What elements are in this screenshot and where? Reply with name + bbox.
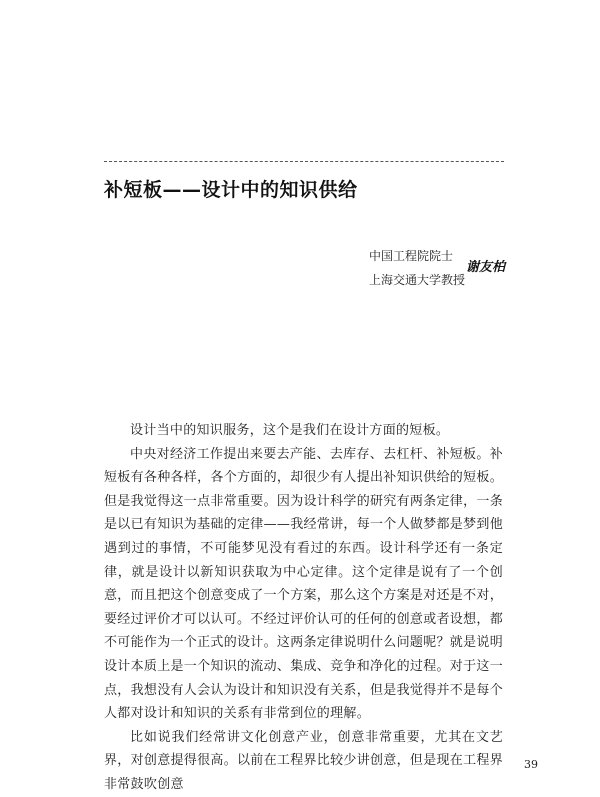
header-divider xyxy=(104,161,504,162)
paragraph: 设计当中的知识服务，这个是我们在设计方面的短板。 xyxy=(130,423,450,438)
author-affiliation-academy: 中国工程院院士 xyxy=(369,249,454,263)
paragraph: 比如说我们经常讲文化创意产业，创意非常重要，尤其在文艺界，对创意提得很高。以前在工程界比较少讲创意，但是现在工程界非常鼓吹创意 xyxy=(104,729,504,792)
page-number: 39 xyxy=(524,758,538,771)
article-body xyxy=(104,419,503,797)
author-name: 谢友柏 xyxy=(466,260,506,275)
paragraph: 中央对经济工作提出来要去产能、去库存、去杠杆、补短板。补短板有各种各样，各个方面的，却很少有人提出补知识供给的短板。但是我觉得这一点非常重要。因为设计科学的研究有两条定律，一条是以已有知识为基础的定律——我经常讲，每一个人做梦都是梦到他遇到过的事情，不可能梦见没有看过的东西。设计科学还有一条定律，就是设计以新知识获取为中心定律。这个定律是说有了一个创意，而且把这个创意变成了一个方案，那么这个方案是对还是不对，要经过评价才可以认可。不经过评价认可的任何的创意或者设想，都不可能作为一个正式的设计。这两条定律说明什么问题呢？就是说明设计本质上是一个知识的流动、集成、竞争和净化的过程。对于这一点，我想没有人会认为设计和知识没有关系，但是我觉得并不是每个人都对设计和知识的关系有非常到位的理解。 xyxy=(104,446,504,722)
author-affiliation-university: 上海交通大学教授 xyxy=(369,273,466,287)
article-title: 补短板——设计中的知识供给 xyxy=(104,179,358,201)
